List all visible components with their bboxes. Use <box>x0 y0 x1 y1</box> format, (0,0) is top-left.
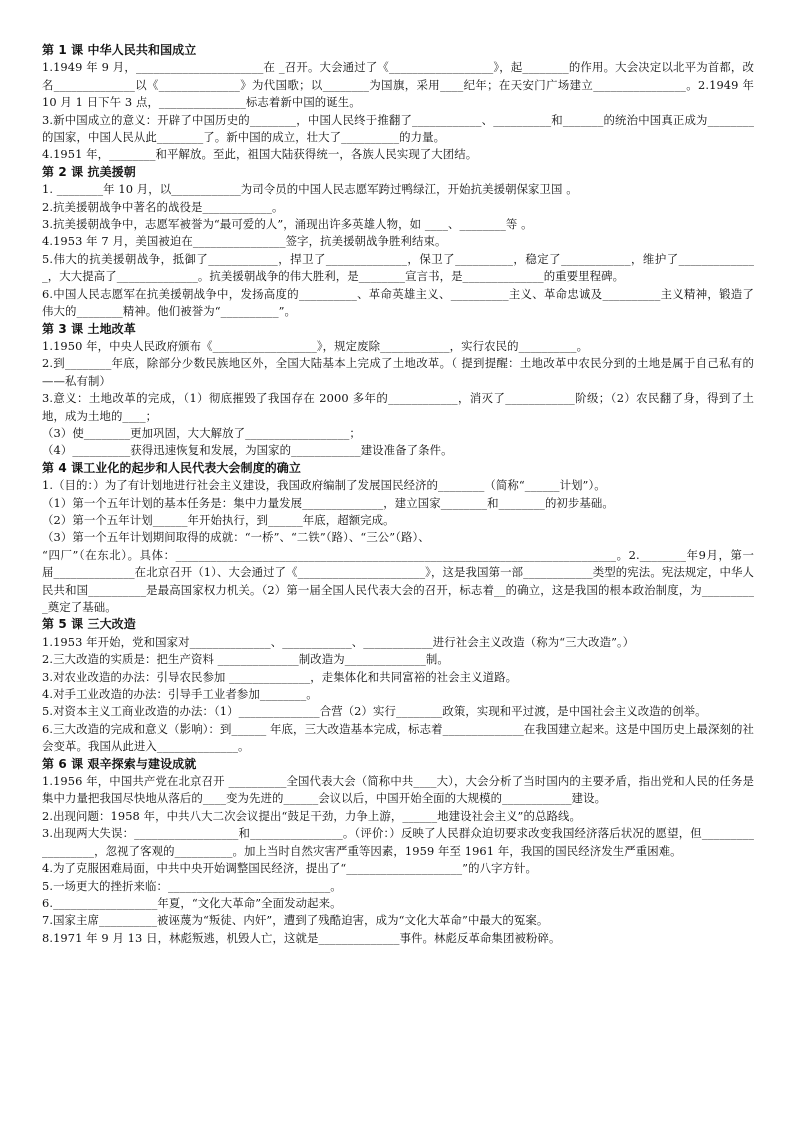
lesson-3-item-2: 2.到________年底，除部分少数民族地区外，全国大陆基本上完成了土地改革。（ 提到提醒：土地改革中农民分到的土地是属于自己私有的——私有制） <box>42 356 754 388</box>
lesson-6-item-3: 3.出现两大失误：__________________和________________。（评价：）反映了人民群众迫切要求改变我国经济落后状况的愿望，但__________________，忽视了客观的__________。加上当时自然灾害严重等因素，1959 年至 1961 年，我国的国民经济发生严重困难。 <box>42 826 754 858</box>
worksheet-document <box>42 42 754 947</box>
lesson-4-item-1-part-2: （2）第一个五年计划______年开始执行，到______年底，超额完成。 <box>42 512 395 527</box>
lesson-2-item-5: 5.伟大的抗美援朝战争，抵御了____________，捍卫了______________，保卫了__________，稳定了____________，维护了______________，大大提高了______________。抗美援朝战争的伟大胜利，是________宣言书，是______________的重要里程碑。 <box>42 251 754 284</box>
lesson-2-item-4: 4.1953 年 7 月，美国被迫在________________签字，抗美援朝战争胜利结束。 <box>42 234 447 249</box>
lesson-5-item-3: 3.对农业改造的办法：引导农民参加 ______________，走集体化和共同富裕的社会主义道路。 <box>42 669 518 684</box>
lesson-4-item-1: 1.（目的：）为了有计划地进行社会主义建设，我国政府编制了发展国民经济的________（简称“______计划”）。 <box>42 478 606 493</box>
lesson-3-item-3-part-4: （4）__________获得迅速恢复和发展，为国家的____________建设准备了条件。 <box>42 443 453 458</box>
lesson-1-title: 第 1 课 中华人民共和国成立 <box>42 43 197 57</box>
lesson-5-item-4: 4.对手工业改造的办法：引导手工业者参加________。 <box>42 687 318 702</box>
lesson-6-item-2: 2.出现问题：1958 年，中共八大二次会议提出“鼓足干劲，力争上游，______地建设社会主义”的总路线。 <box>42 808 581 823</box>
lesson-2-title: 第 2 课 抗美援朝 <box>42 164 136 179</box>
lesson-6-item-4: 4.为了克服困难局面，中共中央开始调整国民经济，提出了“____________________”的八字方针。 <box>42 861 538 876</box>
lesson-3-item-3: 3.意义：土地改革的完成，（1）彻底摧毁了我国存在 2000 多年的____________，消灭了____________阶级；（2）农民翻了身，得到了土地，成为土地的____； <box>42 391 754 423</box>
lesson-4-title: 第 4 课工业化的起步和人民代表大会制度的确立 <box>42 460 302 475</box>
lesson-5-item-6: 6.三大改造的完成和意义（影响）：到______ 年底，三大改造基本完成，标志着______________在我国建立起来。这是中国历史上最深刻的社会变革。我国从此进入______________。 <box>42 721 754 754</box>
lesson-5 <box>42 616 754 755</box>
lesson-2-item-3: 3.抗美援朝战争中，志愿军被誉为“最可爱的人”，涌现出许多英雄人物，如 ____、________等 。 <box>42 217 533 232</box>
lesson-2-item-1: 1. ________年 10 月，以____________为司令员的中国人民志愿军跨过鸭绿江，开始抗美援朝保家卫国 。 <box>42 182 578 197</box>
lesson-5-item-1: 1.1953 年开始，党和国家对______________、____________、____________进行社会主义改造（称为“三大改造”。） <box>42 634 635 649</box>
lesson-5-title: 第 5 课 三大改造 <box>42 617 136 632</box>
lesson-4 <box>42 460 754 617</box>
lesson-5-item-5: 5.对资本主义工商业改造的办法：（1）______________合营（2）实行________政策，实现和平过渡，是中国社会主义改造的创举。 <box>42 704 707 719</box>
lesson-2 <box>42 164 754 321</box>
lesson-2-item-6: 6.中国人民志愿军在抗美援朝战争中，发扬高度的__________、革命英雄主义、__________主义、革命忠诚及__________主义精神，锻造了伟大的________精神。他们被誉为“__________”。 <box>42 286 754 319</box>
lesson-1 <box>42 42 754 164</box>
lesson-4-item-1-part-3: （3）第一个五年计划期间取得的成就：“一桥”、“二铁”（路）、“三公”（路）、 <box>42 530 430 545</box>
lesson-6-item-7: 7.国家主席__________被诬蔑为“叛徒、内奸”，遭到了残酷迫害，成为“文化大革命”中最大的冤案。 <box>42 913 549 928</box>
lesson-6-item-8: 8.1971 年 9 月 13 日，林彪叛逃，机毁人亡，这就是______________事件。林彪反革命集团被粉碎。 <box>42 930 561 945</box>
lesson-6 <box>42 756 754 947</box>
lesson-1-item-4: 4.1951 年，________和平解放。至此，祖国大陆获得统一，各族人民实现了大团结。 <box>42 147 478 162</box>
lesson-6-item-1: 1.1956 年，中国共产党在北京召开 __________全国代表大会（简称中共____大），大会分析了当时国内的主要矛盾，指出党和人民的任务是集中力量把我国尽快地从落后的____变为先进的______会议以后，中国开始全面的大规模的____________建设。 <box>42 774 754 806</box>
lesson-3-item-1: 1.1950 年，中央人民政府颁布《__________________》，规定废除____________，实行农民的__________。 <box>42 338 589 353</box>
lesson-4-item-2: “四厂”（在东北）。具体：____________________________________________________________________________。2.________年9月，第一届______________在北京召开（1）、大会通过了《______________________》，这是我国第一部____________类型的宪法。宪法规定，中华人民共和国__________是最高国家权力机关。（2）第一届全国人民代表大会的召开，标志着__的确立，这是我国的根本政治制度，为__________奠定了基础。 <box>42 547 754 614</box>
lesson-6-item-6: 6.__________________年夏，“文化大革命”全面发动起来。 <box>42 895 342 910</box>
lesson-1-item-1: 1.1949 年 9 月，______________________在 _召开。大会通过了《__________________》，起________的作用。大会决定以北平为首都，改名______________以《______________》为代国歌；以________为国旗，采用____纪年；在天安门广场建立________________。2.1949 年 10 月 1 日下午 3 点，_______________标志着新中国的诞生。 <box>42 60 754 110</box>
lesson-6-title: 第 6 课 艰辛探索与建设成就 <box>42 756 197 771</box>
lesson-5-item-2: 2.三大改造的实质是：把生产资料 ______________制改造为______________制。 <box>42 652 449 667</box>
lesson-3-item-3-part-3: （3）使________更加巩固，大大解放了__________________； <box>42 425 361 440</box>
lesson-2-item-2: 2.抗美援朝战争中著名的战役是____________。 <box>42 199 284 214</box>
lesson-1-item-3: 3.新中国成立的意义：开辟了中国历史的________，中国人民终于推翻了____________、__________和_______的统治中国真正成为________的国家，中国人民从此________了。新中国的成立，壮大了__________的力量。 <box>42 112 754 145</box>
lesson-6-item-5: 5.一场更大的挫折来临：____________________________。 <box>42 878 342 893</box>
lesson-4-item-1-part-1: （1）第一个五年计划的基本任务是：集中力量发展______________，建立国家________和________的初步基础。 <box>42 495 614 510</box>
lesson-3-title: 第 3 课 土地改革 <box>42 321 136 336</box>
lesson-3 <box>42 321 754 460</box>
